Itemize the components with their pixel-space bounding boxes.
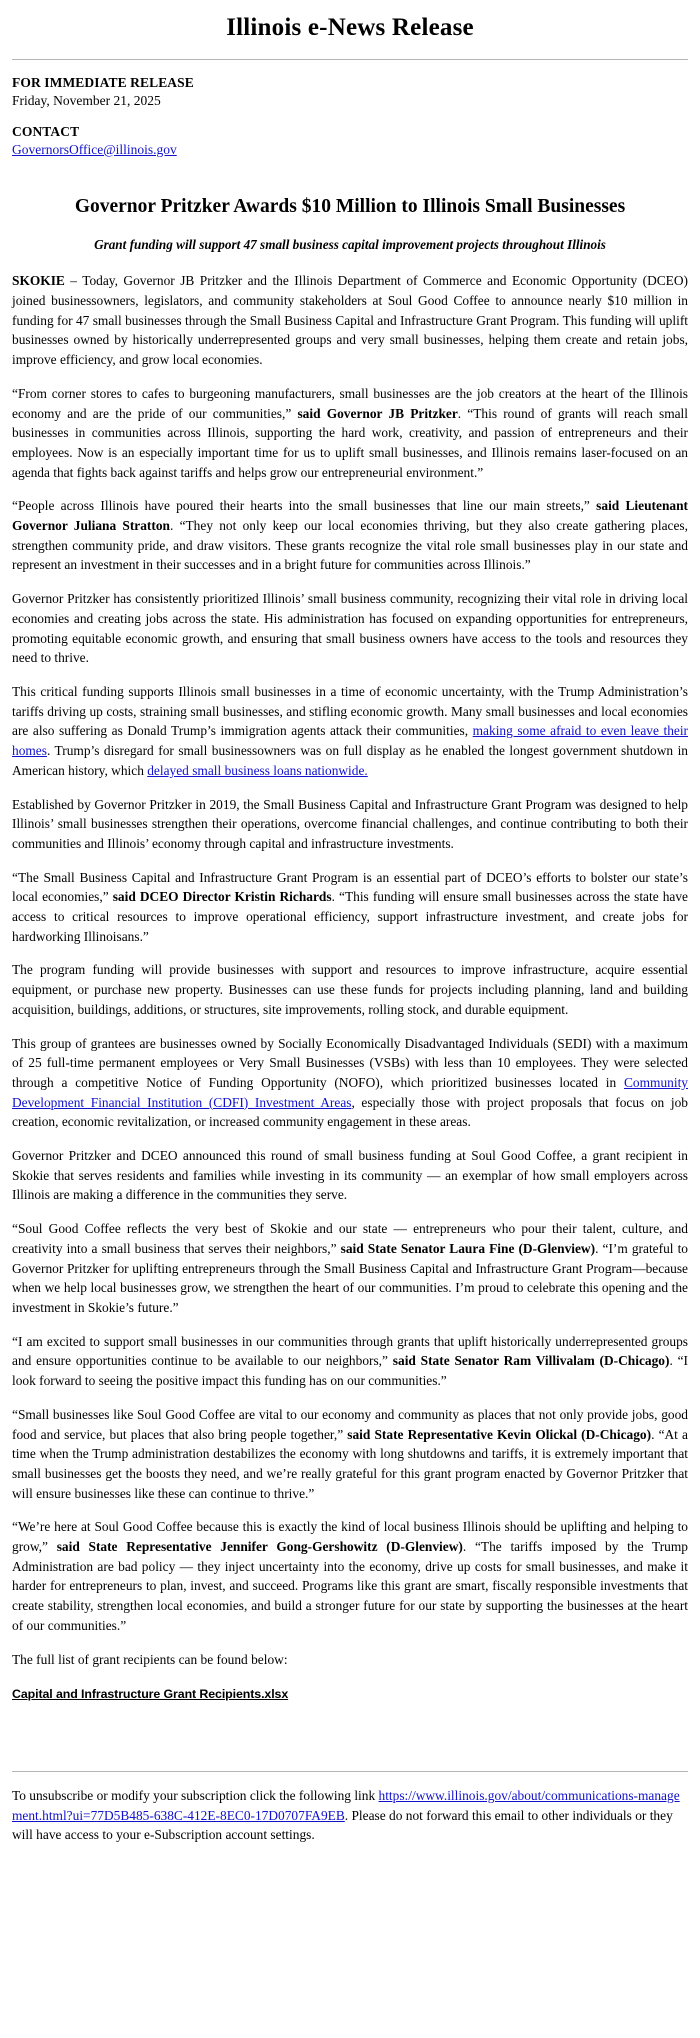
quote-pritzker-part2: . “This round of grants will reach small businesses in communities across Illinois, supporting the hard work, creativity, and passion of entrepreneurs and their employees. Now is an especially important time for us to uplift small businesses, and Illinois remains laser-focused on an agenda that fights back against tariffs and helps grow our entrepreneurial environment.” bbox=[12, 405, 688, 480]
grantees-part2: , especially those with project proposals that focus on job creation, economic revitalization, or increased community engagement in these areas. bbox=[12, 1094, 688, 1130]
quote-pritzker-part1: “From corner stores to cafes to burgeoning manufacturers, small businesses are the job creators at the heart of the Illinois economy and are the pride of our communities,” bbox=[12, 385, 688, 421]
quote-pritzker bbox=[12, 384, 688, 483]
quote-villivalam-part1: “I am excited to support small businesses in our communities through grants that uplift historically underrepresented groups and ensure opportunities continue to be available to our neighbors,” bbox=[12, 1333, 688, 1369]
quote-richards bbox=[12, 868, 688, 947]
footer-intro: To unsubscribe or modify your subscription click the following link bbox=[12, 1788, 379, 1804]
paragraph-program-established: Established by Governor Pritzker in 2019, the Small Business Capital and Infrastructure Grant Program was designed to help Illinois’ small businesses strengthen their operations, overcome financial challenges, and continue contributing to both their communities and Illinois’ economy through capital and infrastructure investments. bbox=[12, 796, 688, 851]
page-title: Illinois e-News Release bbox=[226, 14, 474, 41]
quote-richards-part1: “The Small Business Capital and Infrastructure Grant Program is an essential part of DCEO’s efforts to bolster our state’s local economies,” bbox=[12, 869, 688, 905]
footer-divider bbox=[12, 1771, 688, 1772]
paragraph-economic-uncertainty bbox=[12, 682, 688, 781]
quote-gong-part1: “We’re here at Soul Good Coffee because this is exactly the kind of local business Illinois should be uplifting and helping to grow,” bbox=[12, 1519, 688, 1555]
header-divider bbox=[12, 59, 688, 60]
quote-pritzker-attribution: said Governor JB Pritzker bbox=[297, 405, 458, 421]
quote-olickal bbox=[12, 1405, 688, 1504]
quote-richards-attribution: said DCEO Director Kristin Richards bbox=[112, 889, 332, 905]
article-subheadline: Grant funding will support 47 small business capital improvement projects throughout Illinois bbox=[94, 237, 606, 253]
link-cdfi-investment-areas[interactable]: Community Development Financial Institution (CDFI) Investment Areas bbox=[12, 1074, 688, 1110]
contact-label: CONTACT bbox=[12, 123, 80, 139]
quote-villivalam-attribution: said State Senator Ram Villivalam (D-Chicago) bbox=[392, 1353, 670, 1369]
quote-olickal-part2: . “At a time when the Trump administration destabilizes the economy with long shutdowns and tariffs, it is extremely important that small businesses get the boosts they need, and we’re really grateful for this grant program enacted by Governor Pritzker that will ensure businesses like these can continue to thrive.” bbox=[12, 1426, 688, 1501]
quote-fine-part1: “Soul Good Coffee reflects the very best of Skokie and our state — entrepreneurs who pour their talent, culture, and creativity into a small business that serves their neighbors,” bbox=[12, 1221, 688, 1256]
paragraph-full-list: The full list of grant recipients can be found below: bbox=[12, 1651, 288, 1667]
uncertainty-part2: . Trump’s disregard for small businessowners was on full display as he enabled the longest government shutdown in American history, which bbox=[12, 743, 688, 778]
unsubscribe-footer bbox=[12, 1786, 688, 1844]
footer-outro: . Please do not forward this email to other individuals or they will have access to your e-Subscription account settings. bbox=[12, 1807, 673, 1843]
quote-stratton-part1: “People across Illinois have poured their hearts into the small businesses that line our main streets,” bbox=[12, 498, 597, 514]
lead-paragraph bbox=[12, 271, 688, 370]
paragraph-program-funding: The program funding will provide businesses with support and resources to improve infrastructure, acquire essential equipment, or purchase new property. Businesses can use these funds for projects including planning, land and building acquisition, buildings, additions, or structures, site improvements, rolling stock, and durable equipment. bbox=[12, 962, 688, 1017]
paragraph-grantees bbox=[12, 1034, 688, 1133]
paragraph-soul-good-coffee: Governor Pritzker and DCEO announced this round of small business funding at Soul Good Coffee, a grant recipient in Skokie that serves residents and families while investing in its community — an exemplar of how small employers across Illinois are making a difference in the communities they serve. bbox=[12, 1148, 688, 1203]
quote-fine-part2: . “I’m grateful to Governor Pritzker for uplifting entrepreneurs through the Small Business Capital and Infrastructure Grant Program—because when we help local businesses grow, we strengthen the heart of our communities. I’m proud to celebrate this opening and the investment in Skokie’s future.” bbox=[12, 1240, 688, 1315]
quote-stratton bbox=[12, 496, 688, 575]
unsubscribe-link[interactable]: https://www.illinois.gov/about/communications-management.html?ui=77D5B485-638C-412E-8EC0-17D0707FA9EB bbox=[12, 1788, 680, 1823]
attachment-row bbox=[12, 1683, 688, 1703]
quote-villivalam bbox=[12, 1332, 688, 1391]
link-afraid-to-leave-homes[interactable]: making some afraid to even leave their homes bbox=[12, 723, 689, 759]
quote-olickal-part1: “Small businesses like Soul Good Coffee are vital to our economy and community as places that not only provide jobs, good food and service, but places that also bring people together,” bbox=[12, 1406, 688, 1442]
quote-villivalam-part2: . “I look forward to seeing the positive impact this funding has on our communities.” bbox=[12, 1353, 689, 1389]
contact-meta bbox=[12, 123, 688, 159]
lead-text: – Today, Governor JB Pritzker and the Illinois Department of Commerce and Economic Opportunity (DCEO) joined businessowners, legislators, and community stakeholders at Soul Good Coffee to announce nearly $10 million in funding for 47 small businesses through the Small Business Capital and Infrastructure Grant Program. This funding will uplift businesses owned by historically underrepresented groups and very small businesses, helping them create and retain jobs, improve efficiency, and grow local economies. bbox=[12, 273, 688, 368]
grant-recipients-xlsx-link[interactable]: Capital and Infrastructure Grant Recipients.xlsx bbox=[12, 1687, 289, 1702]
release-date: Friday, November 21, 2025 bbox=[12, 92, 161, 108]
dateline: SKOKIE bbox=[12, 273, 65, 289]
quote-fine bbox=[12, 1219, 688, 1318]
contact-email-link[interactable]: GovernorsOffice@illinois.gov bbox=[12, 141, 177, 157]
grantees-part1: This group of grantees are businesses owned by Socially Economically Disadvantaged Individuals (SEDI) with a maximum of 25 full-time permanent employees or Very Small Businesses (VSBs) with less than 10 employees. They were selected through a competitive Notice of Funding Opportunity (NOFO), which prioritized businesses located in bbox=[12, 1035, 688, 1090]
article-headline: Governor Pritzker Awards $10 Million to Illinois Small Businesses bbox=[74, 195, 626, 217]
footer-spacer bbox=[12, 1703, 688, 1771]
contact-email-row bbox=[12, 141, 688, 159]
quote-olickal-attribution: said State Representative Kevin Olickal (D-Chicago) bbox=[347, 1426, 652, 1442]
paragraph-priority: Governor Pritzker has consistently prioritized Illinois’ small business community, recognizing their vital role in driving local economies and creating jobs across the state. His administration has focused on expanding opportunities for entrepreneurs, promoting equitable economic growth, and ensuring that small business owners have access to the tools and resources they need to thrive. bbox=[12, 591, 688, 666]
release-meta bbox=[12, 74, 688, 110]
quote-gong-part2: . “The tariffs imposed by the Trump Administration are bad policy — they inject uncertainty into the economy, drive up costs for small businesses, and make it harder for entrepreneurs to plan, invest, and succeed. Programs like this grant are smart, fiscally responsible investments that create stability, strengthen local economies, and build a stronger future for our state by supporting the businesses at the heart of our communities.” bbox=[12, 1539, 688, 1633]
quote-stratton-part2: . “They not only keep our local economies thriving, but they also create gathering places, strengthen community pride, and draw visitors. These grants recognize the vital role small businesses play in our state and represent an investment in their successes and in a bright future for communities across Illinois.” bbox=[12, 518, 688, 573]
quote-richards-part2: . “This funding will ensure small businesses across the state have access to critical resources to improve operational efficiency, support infrastructure investment, and create jobs for hardworking Illinoisans.” bbox=[12, 889, 688, 944]
release-label: FOR IMMEDIATE RELEASE bbox=[12, 75, 194, 90]
quote-fine-attribution: said State Senator Laura Fine (D-Glenview) bbox=[340, 1240, 596, 1256]
quote-gong-attribution: said State Representative Jennifer Gong-Gershowitz (D-Glenview) bbox=[56, 1539, 463, 1555]
quote-gong-gershowitz bbox=[12, 1517, 688, 1635]
link-delayed-small-business-loans[interactable]: delayed small business loans nationwide. bbox=[147, 762, 368, 778]
quote-stratton-attribution: said Lieutenant Governor Juliana Stratton bbox=[12, 498, 688, 534]
uncertainty-part1: This critical funding supports Illinois small businesses in a time of economic uncertainty, with the Trump Administration’s tariffs driving up costs, straining small businesses, and stifling economic growth. Many small businesses and local economies are also suffering as Donald Trump’s immigration agents attack their communities, bbox=[12, 684, 688, 739]
